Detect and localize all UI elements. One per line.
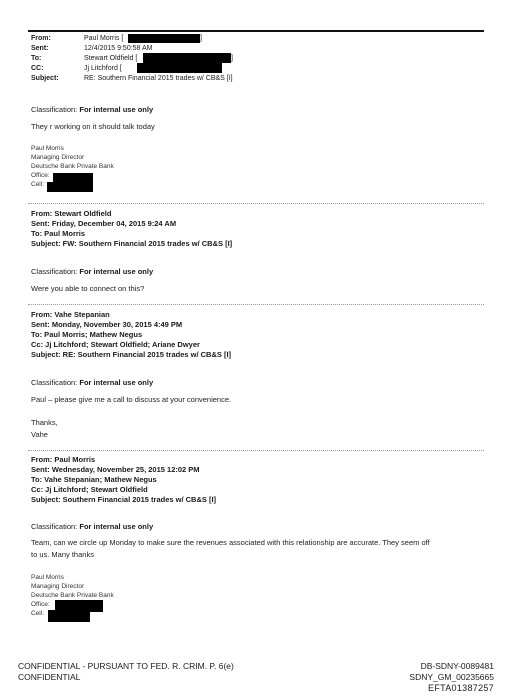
- sig-name: Paul Morris: [31, 574, 64, 581]
- classification-value: For internal use only: [79, 105, 154, 114]
- classification-value: For internal use only: [79, 522, 154, 531]
- sig-office: Office:: [31, 601, 50, 608]
- redaction-box: [143, 53, 231, 63]
- message-body-continued: to us. Many thanks: [31, 550, 94, 559]
- footer-bates-sdny: SDNY_GM_00235665: [409, 672, 494, 682]
- subject-value: RE: Southern Financial 2015 trades w/ CB&S [I]: [84, 75, 233, 82]
- msg-sent: Sent: Monday, November 30, 2015 4:49 PM: [31, 320, 183, 329]
- sig-cell: Cell:: [31, 610, 45, 617]
- footer-confidential-pursuant: CONFIDENTIAL - PURSUANT TO FED. R. CRIM. P. 6(e): [18, 661, 234, 671]
- msg-cc: Cc: Jj Litchford; Stewart Oldfield; Ariane Dwyer: [31, 340, 200, 349]
- to-value: Stewart Oldfield [: [84, 55, 138, 62]
- msg-to: To: Paul Morris; Mathew Negus: [31, 330, 143, 339]
- sent-value: 12/4/2015 9:50:58 AM: [84, 45, 153, 52]
- message-body: Were you able to connect on this?: [31, 284, 145, 293]
- footer-confidential: CONFIDENTIAL: [18, 672, 81, 682]
- sig-title: Managing Director: [31, 583, 85, 590]
- message-sender-name: Vahe: [31, 430, 48, 439]
- classification-label: Classification:: [31, 522, 78, 531]
- footer-efta-number: EFTA01387257: [428, 683, 494, 693]
- divider: [28, 450, 484, 451]
- message-body: Team, can we circle up Monday to make sure the revenues associated with this relationship are accurate. They seem off: [31, 538, 430, 547]
- to-label: To:: [31, 55, 42, 62]
- classification-value: For internal use only: [79, 267, 154, 276]
- divider: [28, 304, 484, 305]
- subject-label: Subject:: [31, 75, 59, 82]
- message-body: They r working on it should talk today: [31, 122, 155, 131]
- redaction-box: [48, 610, 90, 622]
- sig-title: Managing Director: [31, 154, 85, 161]
- classification-value: For internal use only: [79, 378, 154, 387]
- msg-subject: Subject: RE: Southern Financial 2015 trades w/ CB&S [I]: [31, 350, 232, 359]
- bracket-close: ]: [200, 35, 202, 42]
- sig-company: Deutsche Bank Private Bank: [31, 163, 114, 170]
- msg-from: From: Paul Morris: [31, 455, 96, 464]
- classification-line: [31, 267, 153, 276]
- top-rule: [28, 30, 484, 32]
- redaction-box: [47, 182, 93, 192]
- cc-value: Jj Litchford [: [84, 65, 122, 72]
- message-body: Paul – please give me a call to discuss at your convenience.: [31, 395, 232, 404]
- message-closing: Thanks,: [31, 418, 58, 427]
- sig-office: Office:: [31, 172, 50, 179]
- redaction-box: [137, 63, 222, 73]
- classification-line: [31, 522, 153, 531]
- classification-label: Classification:: [31, 105, 78, 114]
- sig-company: Deutsche Bank Private Bank: [31, 592, 114, 599]
- msg-sent: Sent: Wednesday, November 25, 2015 12:02 PM: [31, 465, 200, 474]
- redaction-box: [128, 34, 200, 43]
- msg-to: To: Paul Morris: [31, 229, 86, 238]
- cc-label: CC:: [31, 65, 44, 72]
- footer-bates-db: DB-SDNY-0089481: [420, 661, 494, 671]
- msg-from: From: Stewart Oldfield: [31, 209, 112, 218]
- msg-sent: Sent: Friday, December 04, 2015 9:24 AM: [31, 219, 177, 228]
- msg-cc: Cc: Jj Litchford; Stewart Oldfield: [31, 485, 148, 494]
- classification-label: Classification:: [31, 267, 78, 276]
- from-value: Paul Morris [: [84, 35, 124, 42]
- sig-name: Paul Morris: [31, 145, 64, 152]
- classification-line: [31, 378, 153, 387]
- sig-cell: Cell:: [31, 181, 45, 188]
- msg-subject: Subject: FW: Southern Financial 2015 trades w/ CB&S [I]: [31, 239, 233, 248]
- msg-to: To: Vahe Stepanian; Mathew Negus: [31, 475, 157, 484]
- from-label: From:: [31, 35, 51, 42]
- msg-from: From: Vahe Stepanian: [31, 310, 110, 319]
- classification-label: Classification:: [31, 378, 78, 387]
- classification-line: [31, 105, 153, 114]
- bracket-close: ]: [231, 55, 233, 62]
- msg-subject: Subject: Southern Financial 2015 trades w/ CB&S [I]: [31, 495, 217, 504]
- sent-label: Sent:: [31, 45, 49, 52]
- divider: [28, 203, 484, 204]
